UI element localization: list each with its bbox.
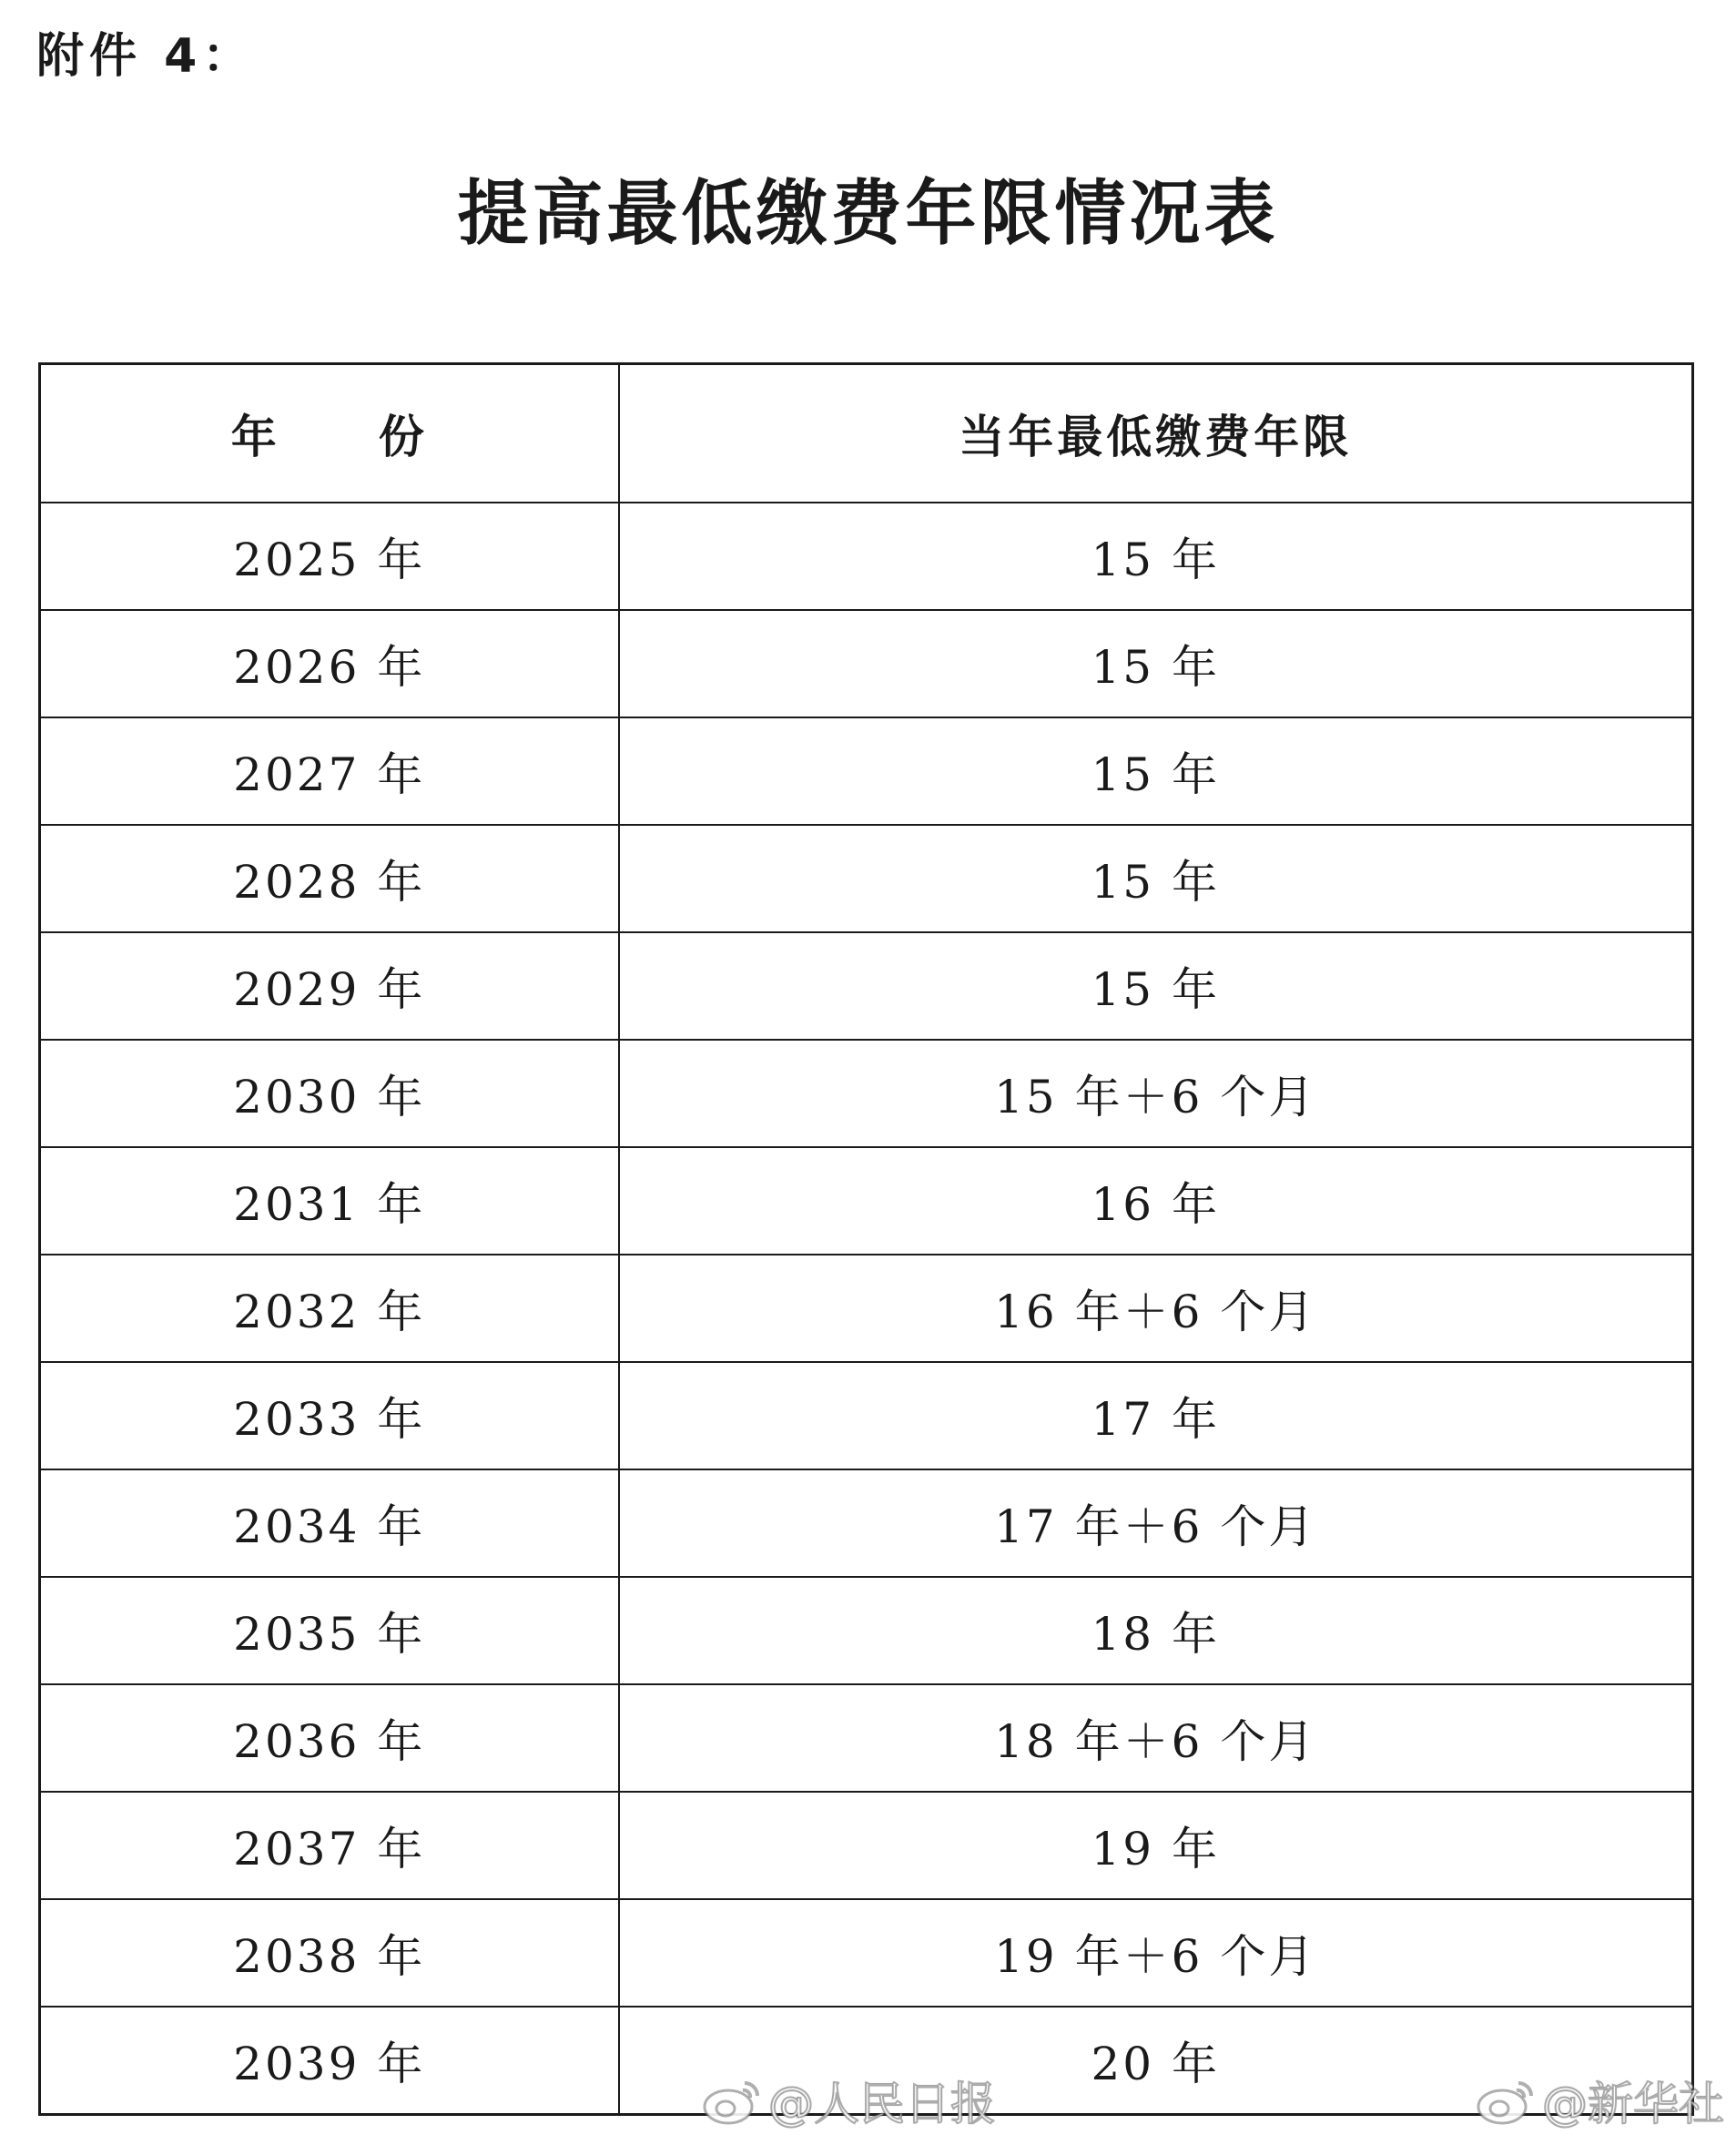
min-years-cell: 16 年＋6 个月	[619, 1255, 1693, 1362]
table-container	[38, 362, 1691, 2116]
year-cell: 2037 年	[40, 1792, 619, 1899]
year-cell: 2039 年	[40, 2007, 619, 2115]
payment-years-table	[38, 362, 1694, 2116]
min-years-cell: 15 年	[619, 932, 1693, 1040]
table-row	[40, 1255, 1693, 1362]
table-row	[40, 932, 1693, 1040]
table-row	[40, 717, 1693, 825]
min-years-cell: 15 年	[619, 717, 1693, 825]
year-cell: 2033 年	[40, 1362, 619, 1469]
table-row	[40, 1362, 1693, 1469]
year-cell: 2029 年	[40, 932, 619, 1040]
year-cell: 2028 年	[40, 825, 619, 932]
min-years-cell: 17 年	[619, 1362, 1693, 1469]
year-cell: 2035 年	[40, 1577, 619, 1684]
header-min-years: 当年最低缴费年限	[619, 364, 1693, 503]
min-years-cell: 19 年＋6 个月	[619, 1899, 1693, 2007]
table-row	[40, 1469, 1693, 1577]
table-row	[40, 503, 1693, 610]
table-row	[40, 1577, 1693, 1684]
min-years-cell: 15 年＋6 个月	[619, 1040, 1693, 1147]
min-years-cell: 18 年	[619, 1577, 1693, 1684]
table-row	[40, 1899, 1693, 2007]
min-years-cell: 15 年	[619, 610, 1693, 717]
min-years-cell: 17 年＋6 个月	[619, 1469, 1693, 1577]
table-row	[40, 1684, 1693, 1792]
table-header-row	[40, 364, 1693, 503]
table-row	[40, 610, 1693, 717]
year-cell: 2030 年	[40, 1040, 619, 1147]
watermark-renmin-text: @人民日报	[768, 2078, 996, 2130]
min-years-cell: 16 年	[619, 1147, 1693, 1255]
year-cell: 2027 年	[40, 717, 619, 825]
min-years-cell: 15 年	[619, 825, 1693, 932]
min-years-cell: 19 年	[619, 1792, 1693, 1899]
table-row	[40, 825, 1693, 932]
header-year: 年 份	[40, 364, 619, 503]
watermark-xinhua	[1475, 2059, 1724, 2141]
min-years-cell: 18 年＋6 个月	[619, 1684, 1693, 1792]
attachment-label: 附件 4：	[36, 29, 256, 84]
table-row	[40, 1792, 1693, 1899]
weibo-icon	[701, 2074, 765, 2127]
table-row	[40, 1147, 1693, 1255]
min-years-cell: 20 年	[619, 2007, 1693, 2115]
watermark-xinhua-text: @新华社	[1542, 2078, 1724, 2130]
page-title: 提高最低缴费年限情况表	[457, 172, 1279, 255]
year-cell: 2031 年	[40, 1147, 619, 1255]
min-years-cell: 15 年	[619, 503, 1693, 610]
year-cell: 2026 年	[40, 610, 619, 717]
year-cell: 2032 年	[40, 1255, 619, 1362]
table-row	[40, 1040, 1693, 1147]
year-cell: 2034 年	[40, 1469, 619, 1577]
watermark-bar	[0, 2059, 1736, 2141]
watermark-renmin	[701, 2059, 996, 2141]
year-cell: 2036 年	[40, 1684, 619, 1792]
year-cell: 2025 年	[40, 503, 619, 610]
weibo-icon	[1475, 2074, 1538, 2127]
year-cell: 2038 年	[40, 1899, 619, 2007]
